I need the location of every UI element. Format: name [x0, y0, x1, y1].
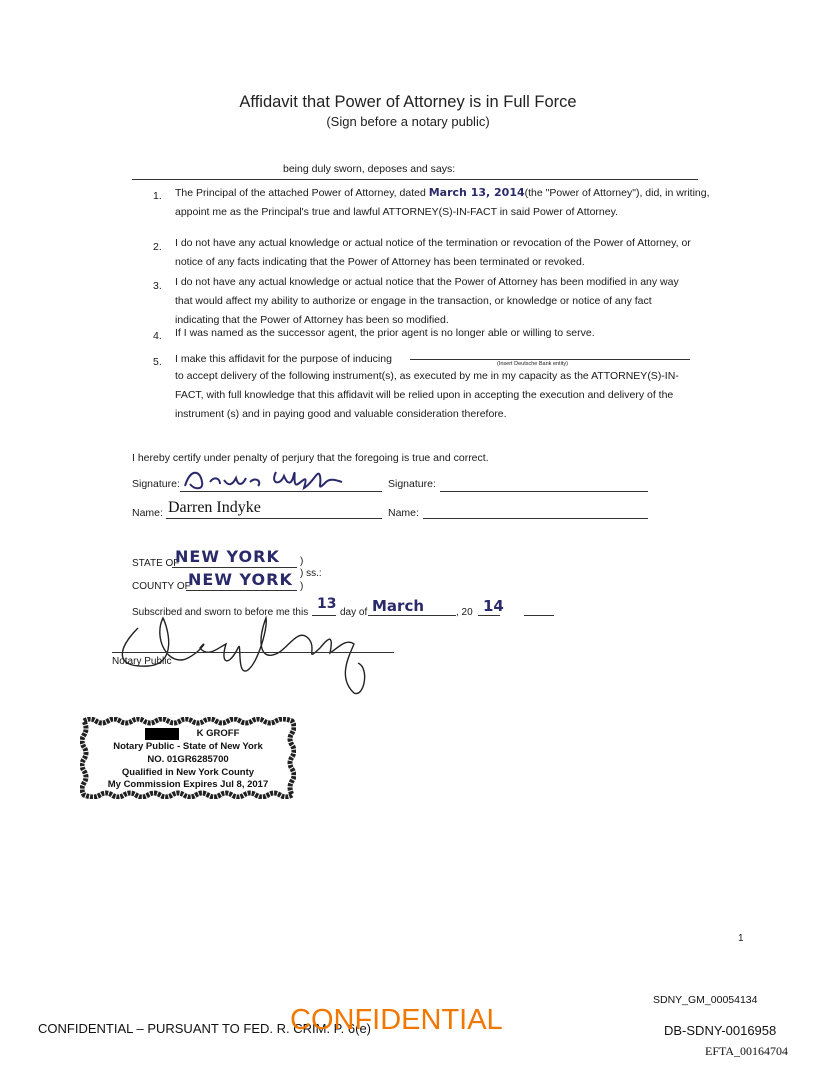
year-prefix: , 20: [456, 607, 473, 618]
item-text: appoint me as the Principal's true and lawful ATTORNEY(S)-IN-FACT in said Power of Attorney.: [175, 206, 618, 218]
item-text: I do not have any actual knowledge or actual notice that the Power of Attorney has been modified in any way that would affect my ability to authorize or engage in the transaction, or knowledge or notice of any fact indicating that the Power of Attorney has been so modified.: [175, 276, 679, 326]
county-line: [186, 590, 297, 591]
year-value: 14: [483, 597, 504, 615]
blank-line: [410, 359, 690, 360]
deposes-line: being duly sworn, deposes and says:: [283, 163, 456, 175]
insert-label: (Insert Deutsche Bank entity): [497, 361, 568, 367]
list-item: [175, 183, 715, 222]
name-label-2: Name:: [388, 507, 419, 519]
county-value: NEW YORK: [188, 570, 293, 589]
name-label: Name:: [132, 507, 163, 519]
trailing-line: [524, 615, 554, 616]
handwritten-date: March 13, 2014: [428, 186, 525, 199]
notary-stamp: [80, 717, 296, 799]
month-value: March: [372, 597, 425, 615]
document-title: Affidavit that Power of Attorney is in Full Force: [239, 93, 577, 111]
signature-label-2: Signature:: [388, 478, 436, 490]
certify-statement: I hereby certify under penalty of perjury that the foregoing is true and correct.: [132, 452, 489, 464]
stamp-expiry: My Commission Expires Jul 8, 2017: [107, 779, 269, 790]
state-label: STATE OF: [132, 558, 180, 569]
county-label: COUNTY OF: [132, 581, 191, 592]
subscribed-text: Subscribed and sworn to before me this: [132, 607, 309, 618]
stamp-county: Qualified in New York County: [121, 767, 255, 778]
ss-mark: ) ss.:: [300, 568, 322, 579]
stamp-name: K GROFF: [196, 728, 240, 739]
item-text: If I was named as the successor agent, the prior agent is no longer able or willing to serve.: [175, 327, 595, 339]
stamp-number: NO. 01GR6285700: [147, 754, 229, 765]
item-text: I make this affidavit for the purpose of inducing: [175, 353, 392, 365]
item-number: 3.: [153, 280, 162, 292]
state-line: [172, 567, 297, 568]
item-text: I do not have any actual knowledge or actual notice of the termination or revocation of the Power of Attorney, or notice of any facts indicating that the Power of Attorney has been terminated or revoked.: [175, 237, 691, 268]
item-number: 4.: [153, 330, 162, 342]
confidential-stamp: CONFIDENTIAL: [290, 1004, 503, 1036]
stamp-line: Notary Public - State of New York: [113, 741, 263, 752]
item-number: 5.: [153, 356, 162, 368]
signature-image: [180, 464, 380, 494]
signature-line-2: [440, 491, 648, 492]
confidential-notice: CONFIDENTIAL – PURSUANT TO FED. R. CRIM. P. 6(e): [38, 1021, 372, 1036]
bates-number-2: DB-SDNY-0016958: [664, 1023, 777, 1038]
bates-number: SDNY_GM_00054134: [653, 994, 758, 1006]
name-value: Darren Indyke: [168, 499, 261, 516]
item-number: 1.: [153, 190, 162, 202]
day-value: 13: [317, 596, 337, 612]
item-text: The Principal of the attached Power of Attorney, dated: [175, 187, 426, 199]
item-text: (the "Power of Attorney"), did, in writing,: [524, 187, 710, 199]
name-line-2: [423, 518, 648, 519]
state-value: NEW YORK: [175, 547, 280, 566]
document-subtitle: (Sign before a notary public): [326, 114, 490, 129]
year-line: [478, 615, 500, 616]
divider: [132, 179, 698, 180]
notary-signature-image: [108, 608, 408, 698]
day-of-label: day of: [340, 607, 368, 618]
bates-number-3: EFTA_00164704: [705, 1044, 789, 1058]
signature-label: Signature:: [132, 478, 180, 490]
item-number: 2.: [153, 241, 162, 253]
notary-line: [112, 652, 394, 653]
name-line: [166, 518, 382, 519]
page-number: 1: [738, 933, 744, 944]
notary-label: Notary Public: [112, 656, 172, 667]
item-text: to accept delivery of the following instrument(s), as executed by me in my capacity as the ATTORNEY(S)-IN-FACT, with full knowledge that this affidavit will be relied upon in accepting the execution and delivery of the instrument (s) and in paying good and valuable consideration therefore.: [175, 370, 679, 420]
signature-line: [180, 491, 382, 492]
